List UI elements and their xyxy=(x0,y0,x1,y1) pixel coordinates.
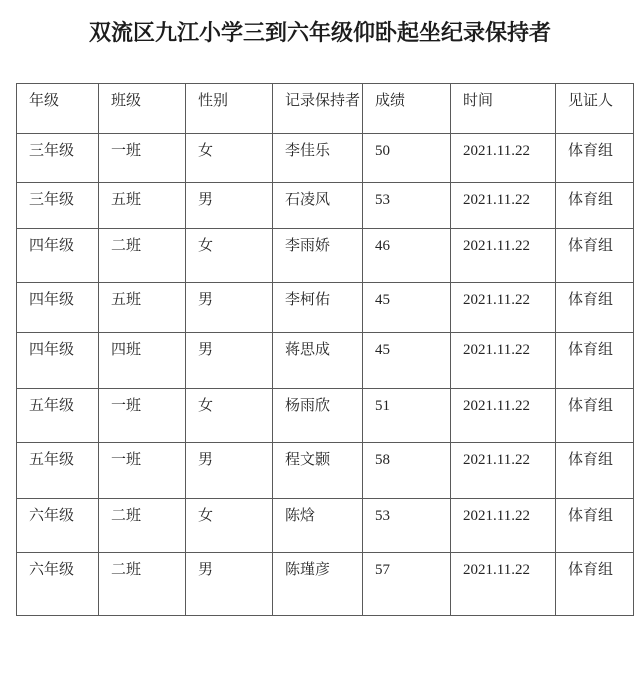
table-row xyxy=(17,183,634,229)
header-row xyxy=(17,84,634,134)
table-cell: 2021.11.22 xyxy=(451,443,556,499)
table-row xyxy=(17,553,634,616)
table-row xyxy=(17,134,634,183)
table-cell: 50 xyxy=(363,134,451,183)
table-cell: 四班 xyxy=(99,333,186,389)
table-cell: 一班 xyxy=(99,134,186,183)
table-cell: 二班 xyxy=(99,499,186,553)
table-row xyxy=(17,283,634,333)
table-cell: 男 xyxy=(186,183,273,229)
column-header-witness: 见证人 xyxy=(556,84,634,134)
table-cell: 五年级 xyxy=(17,389,99,443)
table-cell: 体育组 xyxy=(556,443,634,499)
table-cell: 陈焓 xyxy=(273,499,363,553)
column-header-holder: 记录保持者 xyxy=(273,84,363,134)
table-cell: 51 xyxy=(363,389,451,443)
table-cell: 体育组 xyxy=(556,283,634,333)
column-header-class: 班级 xyxy=(99,84,186,134)
table-cell: 2021.11.22 xyxy=(451,183,556,229)
table-row xyxy=(17,229,634,283)
table-cell: 四年级 xyxy=(17,333,99,389)
table-cell: 男 xyxy=(186,283,273,333)
table-cell: 四年级 xyxy=(17,283,99,333)
table-cell: 2021.11.22 xyxy=(451,389,556,443)
table-row xyxy=(17,499,634,553)
table-row xyxy=(17,389,634,443)
table-cell: 体育组 xyxy=(556,553,634,616)
table-cell: 陈瑾彦 xyxy=(273,553,363,616)
table-cell: 石凌风 xyxy=(273,183,363,229)
table-cell: 45 xyxy=(363,283,451,333)
table-cell: 45 xyxy=(363,333,451,389)
table-cell: 体育组 xyxy=(556,389,634,443)
table-cell: 53 xyxy=(363,183,451,229)
table-cell: 六年级 xyxy=(17,553,99,616)
table-cell: 三年级 xyxy=(17,134,99,183)
table-cell: 2021.11.22 xyxy=(451,333,556,389)
table-cell: 五班 xyxy=(99,283,186,333)
records-table xyxy=(16,83,634,616)
table-cell: 体育组 xyxy=(556,499,634,553)
table-cell: 一班 xyxy=(99,443,186,499)
table-cell: 蒋思成 xyxy=(273,333,363,389)
table-cell: 李佳乐 xyxy=(273,134,363,183)
table-cell: 李柯佑 xyxy=(273,283,363,333)
page-title: 双流区九江小学三到六年级仰卧起坐纪录保持者 xyxy=(88,20,551,45)
table-row xyxy=(17,333,634,389)
column-header-grade: 年级 xyxy=(17,84,99,134)
table-cell: 杨雨欣 xyxy=(273,389,363,443)
table-cell: 2021.11.22 xyxy=(451,283,556,333)
table-cell: 2021.11.22 xyxy=(451,553,556,616)
table-cell: 体育组 xyxy=(556,333,634,389)
table-cell: 二班 xyxy=(99,553,186,616)
table-cell: 男 xyxy=(186,443,273,499)
table-cell: 三年级 xyxy=(17,183,99,229)
column-header-gender: 性别 xyxy=(186,84,273,134)
table-cell: 女 xyxy=(186,389,273,443)
column-header-date: 时间 xyxy=(451,84,556,134)
table-cell: 2021.11.22 xyxy=(451,229,556,283)
table-cell: 女 xyxy=(186,499,273,553)
table-cell: 46 xyxy=(363,229,451,283)
table-cell: 57 xyxy=(363,553,451,616)
table-cell: 程文颢 xyxy=(273,443,363,499)
table-cell: 2021.11.22 xyxy=(451,499,556,553)
table-cell: 五班 xyxy=(99,183,186,229)
table-cell: 女 xyxy=(186,134,273,183)
table-header xyxy=(17,84,634,134)
table-cell: 一班 xyxy=(99,389,186,443)
table-cell: 2021.11.22 xyxy=(451,134,556,183)
table-cell: 五年级 xyxy=(17,443,99,499)
table-cell: 体育组 xyxy=(556,183,634,229)
table-cell: 六年级 xyxy=(17,499,99,553)
table-body xyxy=(17,134,634,616)
table-cell: 53 xyxy=(363,499,451,553)
column-header-score: 成绩 xyxy=(363,84,451,134)
table-cell: 四年级 xyxy=(17,229,99,283)
table-cell: 58 xyxy=(363,443,451,499)
table-cell: 体育组 xyxy=(556,134,634,183)
table-cell: 男 xyxy=(186,333,273,389)
table-row xyxy=(17,443,634,499)
table-cell: 体育组 xyxy=(556,229,634,283)
table-cell: 二班 xyxy=(99,229,186,283)
table-cell: 男 xyxy=(186,553,273,616)
table-cell: 女 xyxy=(186,229,273,283)
table-cell: 李雨娇 xyxy=(273,229,363,283)
